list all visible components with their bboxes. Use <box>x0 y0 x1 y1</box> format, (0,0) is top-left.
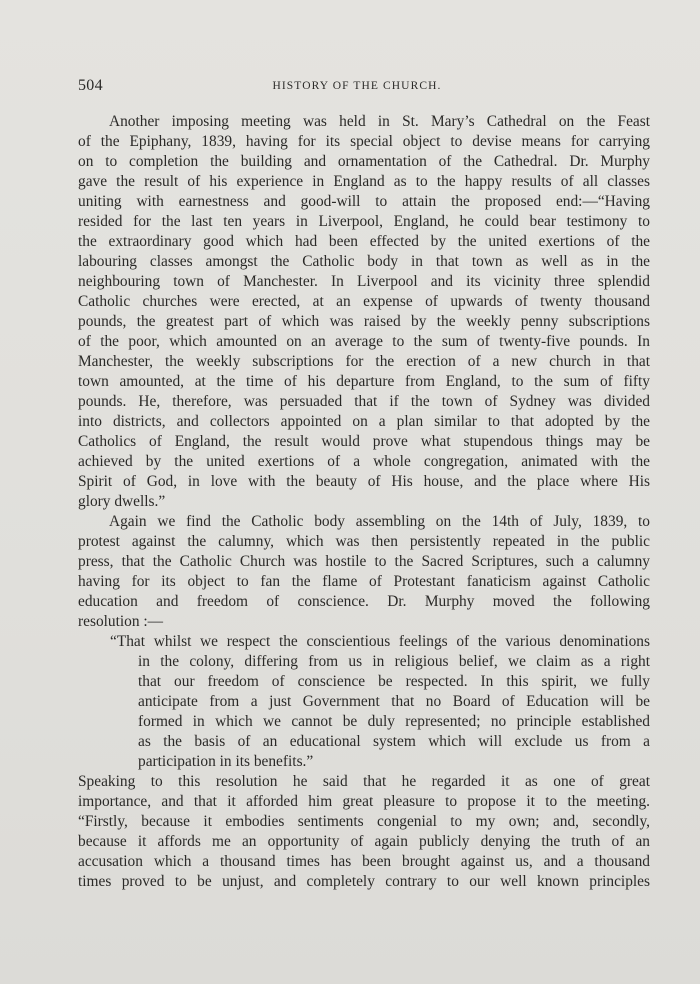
text-line: participation in its benefits.” <box>138 753 314 770</box>
text-line: “That whilst we respect the conscientious feelings of the various denominations <box>110 633 650 650</box>
text-line: on to completion the building and ornamentation of the Cathedral. Dr. Murphy <box>78 153 650 170</box>
text-line: pounds, the greatest part of which was raised by the weekly penny subscriptions <box>78 313 650 330</box>
text-line: anticipate from a just Government that no Board of Education will be <box>138 693 650 710</box>
text-line: because it affords me an opportunity of again publicly denying the truth of an <box>78 833 650 850</box>
text-line: of the poor, which amounted on an average to the sum of twenty-five pounds. In <box>78 333 650 350</box>
text-line: the extraordinary good which had been effected by the united exertions of the <box>78 233 650 250</box>
text-line: labouring classes amongst the Catholic body in that town as well as in the <box>78 253 650 270</box>
text-line: resolution :— <box>78 613 164 630</box>
text-line: having for its object to fan the flame of Protestant fanaticism against Catholic <box>78 573 650 590</box>
text-line: of the Epiphany, 1839, having for its special object to devise means for carrying <box>78 133 650 150</box>
text-line: accusation which a thousand times has been brought against us, and a thousand <box>78 853 650 870</box>
text-line: in the colony, differing from us in religious belief, we claim as a right <box>138 653 650 670</box>
text-line: gave the result of his experience in England as to the happy results of all classes <box>78 173 650 190</box>
text-line: Again we find the Catholic body assembling on the 14th of July, 1839, to <box>109 513 650 530</box>
text-line: neighbouring town of Manchester. In Liverpool and its vicinity three splendid <box>78 273 650 290</box>
text-line: Speaking to this resolution he said that he regarded it as one of great <box>78 773 650 790</box>
text-line: Spirit of God, in love with the beauty of His house, and the place where His <box>78 473 650 490</box>
text-line: achieved by the united exertions of a whole congregation, animated with the <box>78 453 650 470</box>
text-line: education and freedom of conscience. Dr. Murphy moved the following <box>78 593 650 610</box>
text-line: town amounted, at the time of his departure from England, to the sum of fifty <box>78 373 650 390</box>
text-line: times proved to be unjust, and completely contrary to our well known principles <box>78 873 650 890</box>
text-line: glory dwells.” <box>78 493 166 510</box>
text-line: Another imposing meeting was held in St. Mary’s Cathedral on the Feast <box>109 113 650 130</box>
text-line: “Firstly, because it embodies sentiments congenial to my own; and, secondly, <box>78 813 650 830</box>
text-line: protest against the calumny, which was then persistently repeated in the public <box>78 533 650 550</box>
text-line: press, that the Catholic Church was hostile to the Sacred Scriptures, such a calumny <box>78 553 650 570</box>
text-line: resided for the last ten years in Liverpool, England, he could bear testimony to <box>78 213 650 230</box>
text-line: pounds. He, therefore, was persuaded that if the town of Sydney was divided <box>78 393 650 410</box>
text-line: into districts, and collectors appointed on a plan similar to that adopted by the <box>78 413 650 430</box>
text-line: Catholics of England, the result would prove what stupendous things may be <box>78 433 650 450</box>
running-title: HISTORY OF THE CHURCH. <box>272 80 442 92</box>
text-line: Manchester, the weekly subscriptions for the erection of a new church in that <box>78 353 650 370</box>
text-line: formed in which we cannot be duly represented; no principle established <box>138 713 650 730</box>
text-line: importance, and that it afforded him great pleasure to propose it to the meeting. <box>78 793 650 810</box>
text-line: as the basis of an educational system which will exclude us from a <box>138 733 650 750</box>
text-line: Catholic churches were erected, at an expense of upwards of twenty thousand <box>78 293 650 310</box>
text-line: uniting with earnestness and good-will to attain the proposed end:—“Having <box>78 193 650 210</box>
text-line: that our freedom of conscience be respected. In this spirit, we fully <box>138 673 650 690</box>
page-number: 504 <box>78 77 103 94</box>
